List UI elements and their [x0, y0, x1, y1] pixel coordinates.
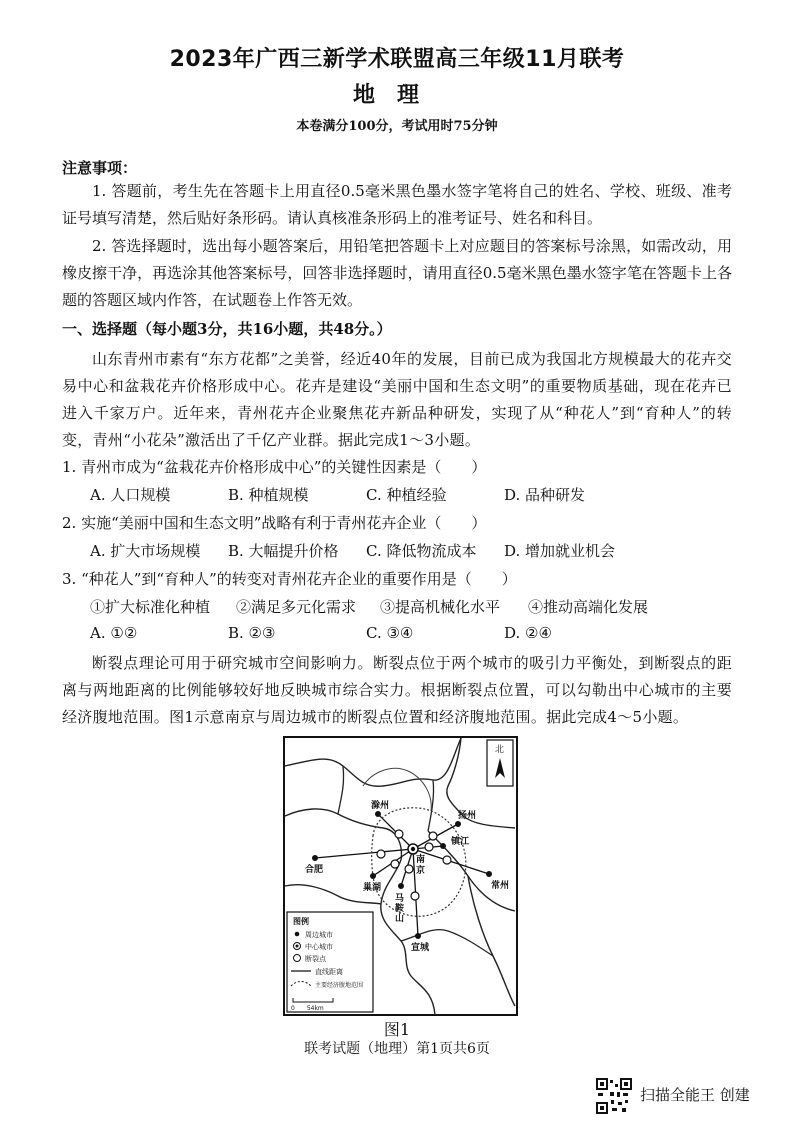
break-point — [411, 892, 419, 900]
city-dot-chuzhou — [375, 811, 381, 817]
north-arrow — [487, 740, 513, 786]
q2-option-c: C. 降低物流成本 — [366, 542, 477, 560]
break-point — [429, 832, 437, 840]
notice-item-1: 1. 答题前，考生先在答题卡上用直径0.5毫米黑色墨水签字笔将自己的姓名、学校、班级、准考证号填写清楚，然后贴好条形码。请认真核准条形码上的准考证号、姓名和科目。 — [62, 182, 732, 227]
q1-option-d: D. 品种研发 — [504, 486, 586, 504]
q3-choice-3: ③提高机械化水平 — [380, 598, 501, 616]
label-chaohu: 巢湖 — [363, 883, 382, 893]
q3-option-c: C. ③④ — [366, 624, 414, 642]
label-yangzhou: 扬州 — [458, 811, 477, 821]
legend-break-point: 断裂点 — [305, 955, 326, 963]
q2-option-a: A. 扩大市场规模 — [90, 542, 201, 560]
q3-option-b: B. ②③ — [228, 624, 276, 642]
q2-option-d: D. 增加就业机会 — [504, 542, 616, 560]
label-maanshan — [395, 892, 405, 924]
map-svg — [283, 736, 518, 1016]
label-maanshan-3: 山 — [395, 914, 405, 924]
label-maanshan-1: 马 — [395, 894, 405, 904]
passage-1: 山东青州市素有“东方花都”之美誉，经近40年的发展，目前已成为我国北方规模最大的花卉交易中心和盆栽花卉价格形成中心。花卉是建设“美丽中国和生态文明”的重要物质基础，现在花卉已进入千家万户。近年来，青州花卉企业聚焦花卉新品种研发，实现了从“种花人”到“育种人”的转变，青州“小花朵”激活出了千亿产业群。据此完成1～3小题。 — [62, 350, 732, 449]
q3-choice-2: ②满足多元化需求 — [236, 598, 357, 616]
qr-code-icon — [596, 1078, 632, 1114]
legend-hinterland: 主要经济腹地范围 — [315, 982, 364, 989]
break-point — [405, 865, 413, 873]
exam-title: 2023年广西三新学术联盟高三年级11月联考 — [169, 47, 625, 72]
break-point — [377, 850, 385, 858]
q1-option-c: C. 种植经验 — [366, 486, 447, 504]
figure-caption: 图1 — [383, 1020, 411, 1039]
label-chuzhou: 滁州 — [371, 801, 390, 811]
city-dot-hefei — [312, 855, 318, 861]
label-changzhou: 常州 — [491, 881, 510, 891]
q3-option-d: D. ②④ — [504, 624, 552, 642]
question-2-stem: 2. 实施“美丽中国和生态文明”战略有利于青州花卉企业（ ） — [62, 514, 487, 532]
break-point — [443, 856, 451, 864]
break-point — [425, 843, 433, 851]
notice-heading: 注意事项： — [62, 159, 138, 177]
q3-choice-1: ①扩大标准化种植 — [90, 598, 211, 616]
map-legend — [287, 912, 373, 1012]
city-dot-chaohu — [370, 873, 376, 879]
label-maanshan-2: 鞍 — [395, 904, 405, 914]
city-dot-maanshan — [398, 883, 404, 889]
page-footer: 联考试题（地理）第1页共6页 — [304, 1041, 490, 1057]
q2-option-b: B. 大幅提升价格 — [228, 542, 339, 560]
label-nanjing — [416, 853, 425, 876]
legend-title: 图例 — [293, 917, 309, 926]
notice-item-2: 2. 答选择题时，选出每小题答案后，用铅笔把答题卡上对应题目的答案标号涂黑，如需改动，用橡皮擦干净，再选涂其他答案标号，回答非选择题时，请用直径0.5毫米黑色墨水签字笔在答题卡上各题的答题区域内作答，在试题卷上作答无效。 — [62, 237, 732, 309]
section-heading: 一、选择题（每小题3分，共16小题，共48分。） — [62, 320, 392, 338]
exam-meta: 本卷满分100分，考试用时75分钟 — [296, 119, 498, 134]
label-xuancheng: 宣城 — [411, 943, 430, 953]
label-zhenjiang: 镇江 — [451, 837, 470, 847]
city-dot-yangzhou — [455, 821, 461, 827]
legend-scale: 0 54km — [291, 1005, 324, 1012]
city-dot-xuancheng — [415, 933, 421, 939]
question-3-stem: 3. “种花人”到“育种人”的转变对青州花卉企业的重要作用是（ ） — [62, 570, 517, 588]
legend-distance: 直线距离 — [315, 968, 343, 976]
subject-title: 地理 — [352, 83, 441, 108]
break-point — [395, 830, 403, 838]
break-point — [391, 860, 399, 868]
north-label: 北 — [495, 745, 505, 755]
scanner-watermark: 扫描全能王 创建 — [640, 1086, 750, 1104]
city-dot-zhenjiang — [440, 843, 446, 849]
legend-central-city: 中心城市 — [305, 943, 333, 951]
label-hefei: 合肥 — [305, 865, 324, 875]
q1-option-a: A. 人口规模 — [90, 486, 171, 504]
legend-surrounding-city: 周边城市 — [305, 931, 333, 939]
q1-option-b: B. 种植规模 — [228, 486, 309, 504]
question-1-stem: 1. 青州市成为“盆栽花卉价格形成中心”的关键性因素是（ ） — [62, 458, 487, 476]
q3-choice-4: ④推动高端化发展 — [528, 598, 649, 616]
label-nanjing-2: 京 — [416, 866, 426, 876]
passage-2: 断裂点理论可用于研究城市空间影响力。断裂点位于两个城市的吸引力平衡处，到断裂点的距离与两地距离的比例能够较好地反映城市综合实力。根据断裂点位置，可以勾勒出中心城市的主要经济腹地范围。图1示意南京与周边城市的断裂点位置和经济腹地范围。据此完成4～5小题。 — [62, 654, 732, 726]
q3-option-a: A. ①② — [90, 624, 138, 642]
city-dot-changzhou — [486, 871, 492, 877]
map-figure — [283, 736, 518, 1016]
label-nanjing-1: 南 — [416, 855, 426, 865]
